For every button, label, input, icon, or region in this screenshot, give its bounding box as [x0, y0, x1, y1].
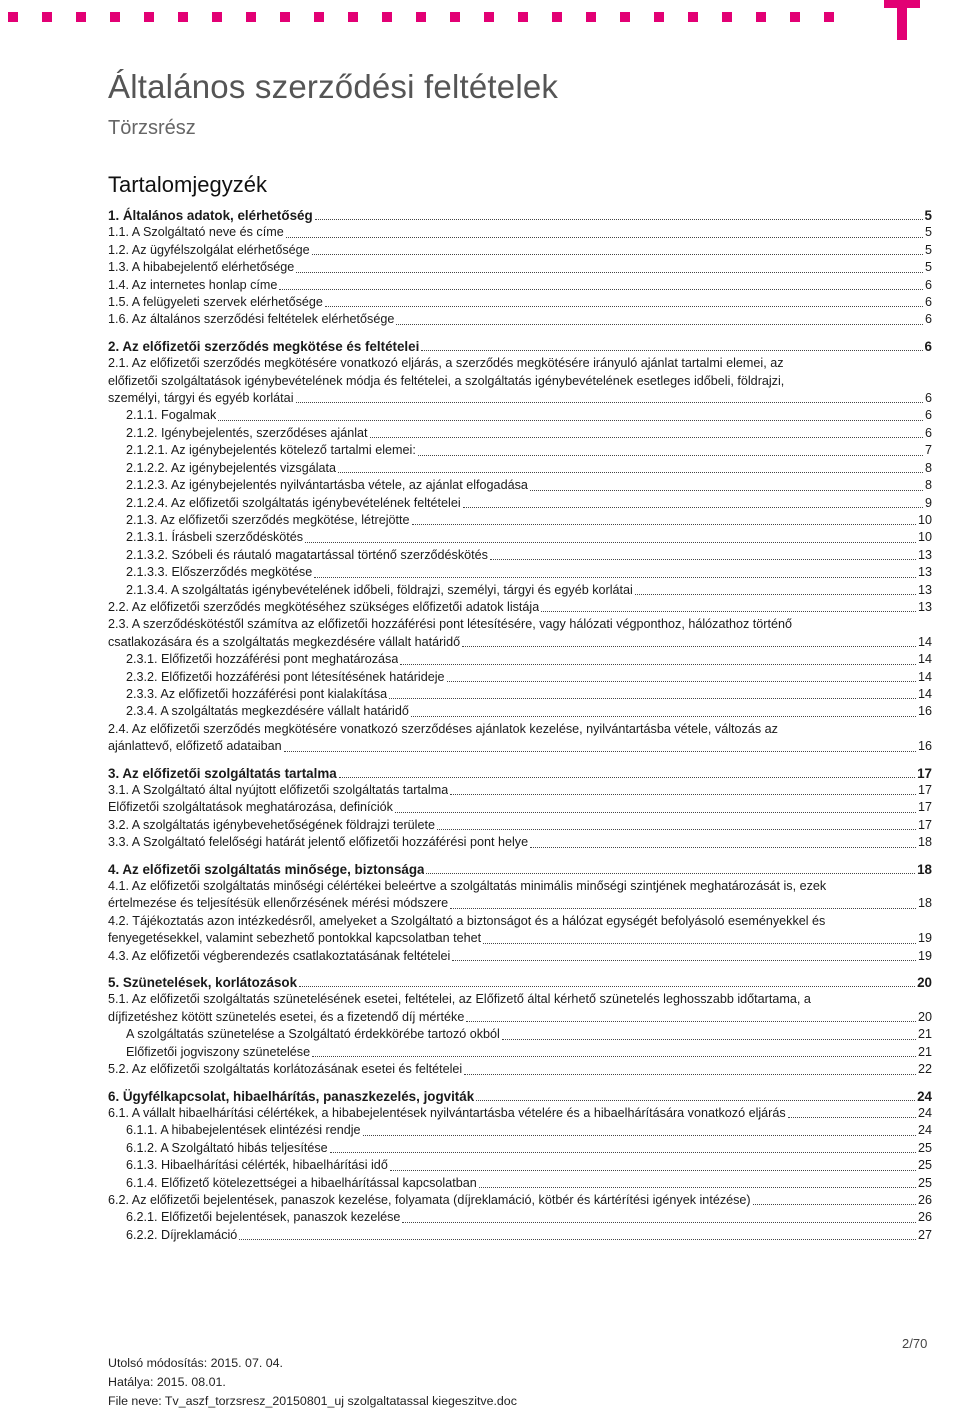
toc-leader-dots: [452, 960, 916, 961]
toc-entry[interactable]: [108, 616, 932, 651]
toc-entry[interactable]: [108, 1209, 932, 1226]
toc-entry-label: 2.1.3.1. Írásbeli szerződéskötés: [126, 530, 304, 545]
brand-dot: [688, 12, 698, 22]
toc-entry-page: 13: [917, 547, 932, 562]
toc-leader-dots: [483, 943, 916, 944]
brand-dot: [722, 12, 732, 22]
toc-entry-page: 17: [917, 817, 932, 832]
toc-entry-label: 2.2. Az előfizetői szerződés megkötéséhez szükséges előfizetői adatok listája: [108, 599, 540, 614]
toc-leader-dots: [299, 986, 915, 987]
toc-leader-dots: [464, 1074, 916, 1075]
brand-dot: [654, 12, 664, 22]
toc-leader-dots: [476, 1100, 915, 1101]
toc-entry-page: 14: [917, 669, 932, 684]
toc-leader-dots: [541, 611, 916, 612]
toc-entry-page: 17: [917, 783, 932, 797]
table-of-contents: [108, 207, 932, 1244]
footer: [108, 1354, 517, 1411]
toc-entry[interactable]: [108, 1157, 932, 1174]
toc-entry[interactable]: [108, 277, 932, 294]
toc-entry[interactable]: [108, 1192, 932, 1209]
toc-entry-page: 6: [924, 295, 932, 310]
toc-leader-dots: [284, 751, 916, 752]
toc-leader-dots: [370, 437, 923, 438]
toc-entry-page: 5: [924, 242, 932, 257]
toc-entry-line: 2.3. A szerződéskötéstől számítva az előfizetői hozzáférési pont létesítésére, vagy hálózati végponthoz, hálózathoz történő: [108, 617, 792, 632]
toc-entry-label: 2.1.2.1. Az igénybejelentés kötelező tartalmi elemei:: [126, 443, 416, 458]
toc-entry[interactable]: [108, 799, 932, 816]
toc-entry[interactable]: [108, 564, 932, 581]
brand-dot: [8, 12, 18, 22]
toc-leader-dots: [530, 490, 923, 491]
toc-entry-label: 2.3.1. Előfizetői hozzáférési pont meghatározása: [126, 652, 399, 667]
toc-entry-page: 6: [924, 391, 932, 406]
toc-leader-dots: [338, 472, 923, 473]
toc-leader-dots: [296, 402, 923, 403]
toc-entry[interactable]: [108, 460, 932, 477]
toc-entry[interactable]: [108, 721, 932, 756]
toc-leader-dots: [421, 350, 922, 351]
brand-dot: [824, 12, 834, 22]
toc-leader-dots: [788, 1117, 916, 1118]
footer-filename: File neve: Tv_aszf_torzsresz_20150801_uj szolgaltatassal kiegeszitve.doc: [108, 1394, 517, 1408]
toc-entry-line: 2.1. Az előfizetői szerződés megkötésére vonatkozó eljárás, a szerződés megkötésére irányuló ajánlat tartalmi elemei, az: [108, 356, 784, 371]
toc-entry[interactable]: [108, 782, 932, 799]
toc-leader-dots: [450, 908, 916, 909]
toc-entry-label: 2.3.4. A szolgáltatás megkezdésére vállalt határidő: [126, 704, 409, 719]
toc-entry-page: 26: [917, 1192, 932, 1207]
toc-entry-page: 21: [917, 1044, 932, 1059]
toc-leader-dots: [402, 1222, 916, 1223]
toc-entry-label: 2. Az előfizetői szerződés megkötése és feltételei: [108, 338, 420, 354]
toc-entry[interactable]: [108, 765, 932, 782]
toc-entry[interactable]: [108, 242, 932, 259]
toc-entry-page: 8: [924, 478, 932, 493]
toc-entry[interactable]: [108, 425, 932, 442]
toc-leader-dots: [296, 272, 923, 273]
toc-leader-dots: [490, 559, 916, 560]
toc-entry-page: 25: [917, 1158, 932, 1173]
toc-entry[interactable]: [108, 547, 932, 564]
toc-leader-dots: [330, 1152, 916, 1153]
toc-entry[interactable]: [108, 878, 932, 913]
toc-leader-dots: [339, 777, 915, 778]
toc-entry-page: 18: [917, 896, 932, 911]
toc-entry-label: 2.1.2.3. Az igénybejelentés nyilvántartásba vétele, az ajánlat elfogadása: [126, 478, 528, 493]
toc-entry-label: 4.3. Az előfizetői végberendezés csatlakoztatásának feltételei: [108, 948, 451, 963]
toc-entry-page: 5: [924, 225, 932, 240]
toc-leader-dots: [463, 507, 923, 508]
brand-dot: [620, 12, 630, 22]
toc-leader-dots: [239, 1239, 916, 1240]
toc-leader-dots: [279, 289, 923, 290]
toc-entry-page: 6: [924, 312, 932, 327]
toc-leader-dots: [395, 812, 916, 813]
toc-entry-page: 25: [917, 1175, 932, 1190]
toc-entry-page: 18: [917, 861, 932, 877]
toc-entry[interactable]: [108, 669, 932, 686]
toc-leader-dots: [389, 698, 916, 699]
toc-entry-label: 3.2. A szolgáltatás igénybevehetőségének földrajzi területe: [108, 817, 435, 832]
toc-leader-dots: [426, 873, 915, 874]
toc-entry-page: 24: [917, 1088, 932, 1104]
toc-entry-label: ajánlattevő, előfizető adataiban: [108, 739, 282, 754]
toc-entry-label: 2.1.2.2. Az igénybejelentés vizsgálata: [126, 460, 337, 475]
toc-entry-line: 4.2. Tájékoztatás azon intézkedésről, amelyeket a Szolgáltató a biztonságot és a hálózat egységét befolyásoló eseményekkel és: [108, 913, 826, 928]
toc-entry[interactable]: [108, 355, 932, 407]
toc-entry-page: 19: [917, 931, 932, 946]
toc-entry[interactable]: [108, 477, 932, 494]
brand-dot: [518, 12, 528, 22]
toc-entry-page: 10: [917, 512, 932, 527]
toc-entry-page: 6: [924, 425, 932, 440]
toc-entry-label: 6. Ügyfélkapcsolat, hibaelhárítás, panaszkezelés, jogviták: [108, 1088, 475, 1104]
toc-leader-dots: [450, 794, 916, 795]
toc-entry-page: 18: [917, 835, 932, 850]
toc-leader-dots: [412, 524, 916, 525]
toc-entry-page: 25: [917, 1140, 932, 1155]
brand-dot: [484, 12, 494, 22]
toc-entry-page: 7: [924, 443, 932, 458]
toc-leader-dots: [305, 542, 916, 543]
brand-dot: [348, 12, 358, 22]
toc-leader-dots: [479, 1187, 916, 1188]
page-subtitle: Törzsrész: [108, 117, 196, 139]
toc-entry-page: 26: [917, 1210, 932, 1225]
toc-entry-label: 1.1. A Szolgáltató neve és címe: [108, 225, 284, 240]
toc-entry-page: 9: [924, 495, 932, 510]
toc-entry-label: 5. Szünetelések, korlátozások: [108, 975, 298, 991]
toc-entry[interactable]: [108, 495, 932, 512]
toc-entry-page: 6: [924, 408, 932, 423]
toc-entry-label: 2.1.3. Az előfizetői szerződés megkötése, létrejötte: [126, 512, 410, 527]
toc-entry[interactable]: [108, 512, 932, 529]
toc-leader-dots: [314, 577, 916, 578]
toc-entry[interactable]: [108, 1088, 932, 1105]
toc-entry-label: 6.1. A vállalt hibaelhárítási célértékek, a hibabejelentések nyilvántartásba vételére és a hibaelhárítására vonatkozó eljárás: [108, 1105, 786, 1120]
toc-entry[interactable]: [108, 407, 932, 424]
toc-leader-dots: [635, 594, 916, 595]
toc-entry-label: csatlakozására és a szolgáltatás megkezdésére vállalt határidő: [108, 634, 461, 649]
toc-entry-label: 6.2.1. Előfizetői bejelentések, panaszok kezelése: [126, 1210, 401, 1225]
toc-entry[interactable]: [108, 834, 932, 851]
brand-dot: [552, 12, 562, 22]
toc-leader-dots: [390, 1170, 916, 1171]
toc-entry[interactable]: [108, 817, 932, 834]
toc-leader-dots: [411, 716, 916, 717]
toc-entry[interactable]: [108, 1175, 932, 1192]
toc-entry-label: 6.1.4. Előfizető kötelezettségei a hibaelhárítással kapcsolatban: [126, 1175, 477, 1190]
toc-entry-page: 22: [917, 1062, 932, 1077]
toc-entry[interactable]: [108, 1227, 932, 1244]
toc-entry-page: 13: [917, 565, 932, 580]
toc-entry-line: 5.1. Az előfizetői szolgáltatás szünetelésének esetei, feltételei, az Előfizető által kérhető szünetelés leghosszabb időtartama, a: [108, 992, 811, 1007]
toc-entry-page: 14: [917, 634, 932, 649]
brand-dot: [382, 12, 392, 22]
toc-entry-line: 4.1. Az előfizetői szolgáltatás minőségi célértékei beleértve a szolgáltatás minimális minőségi szintjének meghatározását is, ezek: [108, 879, 827, 894]
toc-leader-dots: [400, 664, 916, 665]
brand-dot: [314, 12, 324, 22]
toc-leader-dots: [325, 306, 923, 307]
toc-entry[interactable]: [108, 1122, 932, 1139]
toc-leader-dots: [437, 829, 916, 830]
toc-entry-label: Előfizetői jogviszony szünetelése: [126, 1044, 311, 1059]
page-title: Általános szerződési feltételek: [108, 68, 559, 105]
toc-entry-label: A szolgáltatás szünetelése a Szolgáltató érdekkörébe tartozó okból: [126, 1027, 500, 1042]
toc-entry-page: 16: [917, 739, 932, 754]
toc-leader-dots: [462, 646, 916, 647]
brand-dot: [450, 12, 460, 22]
footer-modified: Utolsó módosítás: 2015. 07. 04.: [108, 1356, 283, 1370]
toc-entry-label: 2.3.2. Előfizetői hozzáférési pont létesítésének határideje: [126, 669, 445, 684]
toc-entry-label: 5.2. Az előfizetői szolgáltatás korlátozásának esetei és feltételei: [108, 1062, 463, 1077]
toc-entry-page: 19: [917, 948, 932, 963]
toc-entry-label: 2.1.2. Igénybejelentés, szerződéses ajánlat: [126, 425, 368, 440]
toc-entry-label: 6.2.2. Díjreklamáció: [126, 1227, 238, 1242]
toc-entry[interactable]: [108, 1140, 932, 1157]
toc-entry[interactable]: [108, 442, 932, 459]
toc-entry-label: 2.1.2.4. Az előfizetői szolgáltatás igénybevételének feltételei: [126, 495, 461, 510]
toc-entry-page: 17: [917, 800, 932, 815]
toc-entry-page: 14: [917, 686, 932, 701]
toc-entry[interactable]: [108, 1044, 932, 1061]
brand-dot: [76, 12, 86, 22]
toc-leader-dots: [396, 324, 923, 325]
toc-leader-dots: [312, 254, 923, 255]
toc-entry-label: 2.1.3.4. A szolgáltatás igénybevételének időbeli, földrajzi, személyi, tárgyi és egyéb korlátai: [126, 582, 633, 597]
toc-entry-label: 6.1.2. A Szolgáltató hibás teljesítése: [126, 1140, 328, 1155]
toc-entry[interactable]: [108, 294, 932, 311]
toc-entry-label: 1.4. Az internetes honlap címe: [108, 277, 278, 292]
toc-entry-label: 6.1.3. Hibaelhárítási célérték, hibaelhárítási idő: [126, 1158, 388, 1173]
toc-leader-dots: [286, 237, 923, 238]
toc-leader-dots: [753, 1204, 916, 1205]
toc-leader-dots: [447, 681, 916, 682]
toc-entry[interactable]: [108, 224, 932, 241]
brand-dot: [110, 12, 120, 22]
toc-entry-line: előfizetői szolgáltatások igénybevételének módja és feltételei, a szolgáltatás igénybevételének esetleges időbeli, földrajzi,: [108, 373, 785, 388]
toc-entry[interactable]: [108, 599, 932, 616]
toc-entry-page: 27: [917, 1227, 932, 1242]
toc-gap: [108, 329, 932, 338]
toc-gap: [108, 965, 932, 974]
toc-leader-dots: [218, 420, 923, 421]
toc-entry-page: 6: [924, 277, 932, 292]
toc-entry-label: 3.1. A Szolgáltató által nyújtott előfizetői szolgáltatás tartalma: [108, 783, 449, 797]
toc-entry-label: 2.1.3.3. Előszerződés megkötése: [126, 565, 313, 580]
brand-dot: [586, 12, 596, 22]
brand-dot: [790, 12, 800, 22]
toc-entry-page: 24: [917, 1123, 932, 1138]
brand-dot: [280, 12, 290, 22]
toc-entry-page: 24: [917, 1105, 932, 1120]
telekom-logo: [884, 0, 920, 40]
toc-entry-label: értelmezése és teljesítésük ellenőrzésének mérési módszere: [108, 896, 449, 911]
footer-effective: Hatálya: 2015. 08.01.: [108, 1375, 226, 1389]
toc-entry-page: 20: [917, 975, 932, 991]
toc-entry-line: 2.4. Az előfizetői szerződés megkötésére vonatkozó szerződéses ajánlatok kezelése, nyilvántartásba vétele, változás az: [108, 721, 778, 736]
toc-entry-label: Előfizetői szolgáltatások meghatározása, definíciók: [108, 800, 393, 815]
toc-gap: [108, 852, 932, 861]
toc-entry-page: 20: [917, 1009, 932, 1024]
toc-entry[interactable]: [108, 948, 932, 965]
toc-entry[interactable]: [108, 582, 932, 599]
toc-entry[interactable]: [108, 703, 932, 720]
toc-entry[interactable]: [108, 1105, 932, 1122]
toc-entry-page: 8: [924, 460, 932, 475]
toc-entry-label: 6.2. Az előfizetői bejelentések, panaszok kezelése, folyamata (díjreklamáció, kötbér és kártérítési igények intézése): [108, 1192, 751, 1207]
toc-entry-label: 4. Az előfizetői szolgáltatás minősége, biztonsága: [108, 861, 425, 877]
toc-entry-label: díjfizetéshez kötött szünetelés esetei, és a fizetendő díj mértéke: [108, 1009, 465, 1024]
toc-entry-page: 17: [917, 765, 932, 781]
toc-gap: [108, 1079, 932, 1088]
brand-dot: [42, 12, 52, 22]
brand-dot: [144, 12, 154, 22]
toc-entry-page: 5: [924, 208, 932, 223]
toc-entry-label: 1.3. A hibabejelentő elérhetősége: [108, 260, 295, 275]
toc-entry-label: 2.3.3. Az előfizetői hozzáférési pont kialakítása: [126, 686, 388, 701]
brand-dot: [756, 12, 766, 22]
toc-gap: [108, 756, 932, 765]
toc-entry-page: 14: [917, 652, 932, 667]
toc-entry-page: 13: [917, 582, 932, 597]
toc-leader-dots: [502, 1039, 916, 1040]
toc-entry-label: 1.2. Az ügyfélszolgálat elérhetősége: [108, 242, 310, 257]
toc-entry[interactable]: [108, 991, 932, 1026]
toc-leader-dots: [363, 1135, 916, 1136]
toc-entry-label: 1.6. Az általános szerződési feltételek elérhetősége: [108, 312, 395, 327]
toc-entry-page: 16: [917, 704, 932, 719]
toc-entry-page: 10: [917, 530, 932, 545]
toc-entry-label: 2.1.3.2. Szóbeli és ráutaló magatartással történő szerződéskötés: [126, 547, 488, 562]
toc-entry-label: 2.1.1. Fogalmak: [126, 408, 217, 423]
page-number: 2/70: [902, 1336, 928, 1351]
toc-entry-page: 5: [924, 260, 932, 275]
toc-entry[interactable]: [108, 338, 932, 355]
toc-entry-page: 21: [917, 1027, 932, 1042]
toc-entry-label: 6.1.1. A hibabejelentések elintézési rendje: [126, 1123, 361, 1138]
toc-entry[interactable]: [108, 686, 932, 703]
toc-entry-page: 6: [924, 338, 932, 354]
toc-leader-dots: [312, 1056, 916, 1057]
toc-entry[interactable]: [108, 259, 932, 276]
toc-entry[interactable]: [108, 651, 932, 668]
brand-dot: [416, 12, 426, 22]
toc-entry[interactable]: [108, 861, 932, 878]
toc-entry[interactable]: [108, 207, 932, 224]
brand-dot: [178, 12, 188, 22]
toc-entry[interactable]: [108, 1061, 932, 1078]
toc-entry-label: 3.3. A Szolgáltató felelőségi határát jelentő előfizetői hozzáférési pont helye: [108, 835, 529, 850]
toc-entry[interactable]: [108, 311, 932, 328]
toc-entry-label: 1. Általános adatok, elérhetőség: [108, 208, 313, 223]
toc-entry[interactable]: [108, 913, 932, 948]
toc-entry[interactable]: [108, 974, 932, 991]
toc-entry[interactable]: [108, 529, 932, 546]
toc-leader-dots: [530, 847, 916, 848]
toc-heading: Tartalomjegyzék: [108, 172, 267, 197]
toc-entry[interactable]: [108, 1026, 932, 1043]
toc-entry-label: személyi, tárgyi és egyéb korlátai: [108, 391, 294, 406]
toc-entry-label: fenyegetésekkel, valamint sebezhető pontokkal kapcsolatban tehet: [108, 931, 482, 946]
toc-leader-dots: [315, 219, 923, 220]
toc-entry-label: 3. Az előfizetői szolgáltatás tartalma: [108, 765, 337, 781]
toc-leader-dots: [418, 455, 923, 456]
toc-leader-dots: [466, 1021, 916, 1022]
toc-entry-label: 1.5. A felügyeleti szervek elérhetősége: [108, 295, 323, 310]
brand-dot: [246, 12, 256, 22]
toc-entry-page: 13: [917, 599, 932, 614]
brand-dot: [212, 12, 222, 22]
